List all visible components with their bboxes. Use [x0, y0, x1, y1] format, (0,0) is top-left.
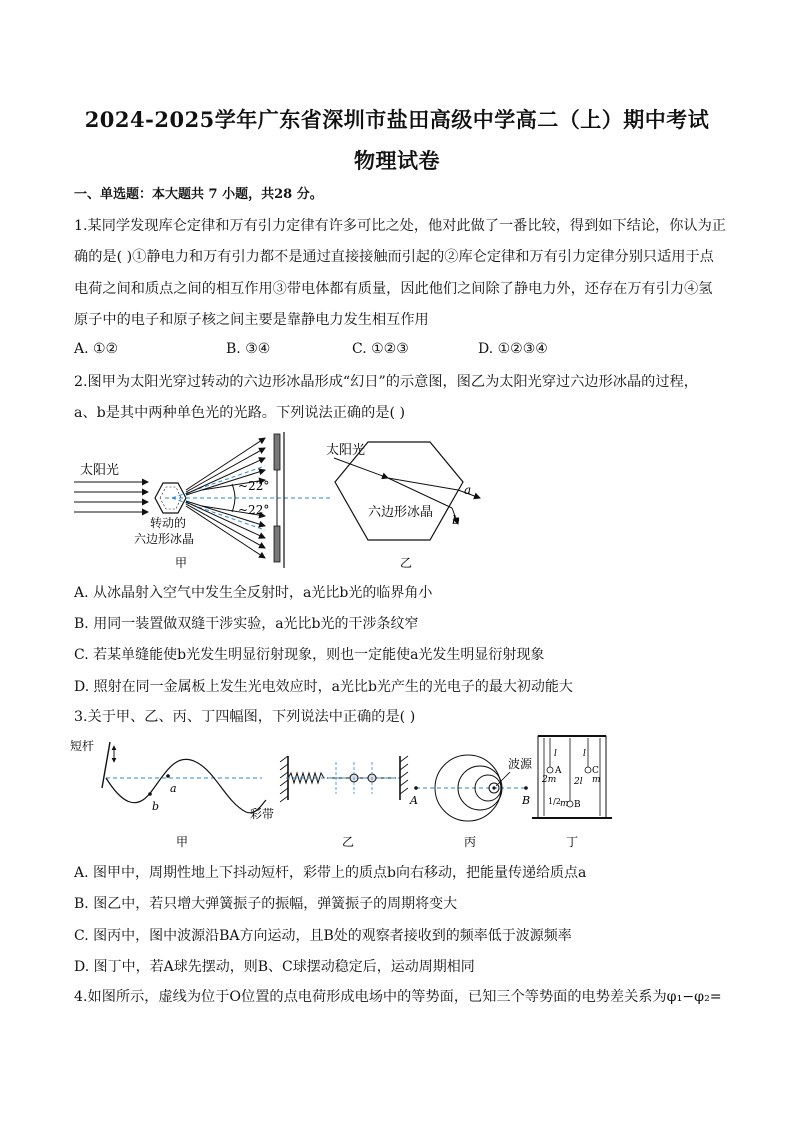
jia3-short-rod [102, 742, 110, 788]
q3-option-d: D. 图丁中，若A球先摆动，则B、C球摆动稳定后，运动周期相同 [74, 959, 475, 975]
ding-m-label: m [592, 775, 601, 785]
jia-angle-upper: ~22° [238, 479, 270, 493]
bing-wave-source [492, 786, 495, 789]
ding-ball-A [547, 767, 553, 773]
q3-option-b: B. 图乙中，若只增大弹簧振子的振幅，弹簧振子的周期将变大 [74, 896, 458, 912]
q1-option-b: B. ③④ [226, 341, 271, 357]
q2-figure [60, 428, 500, 574]
q1-line-4: 原子中的电子和原子核之间主要是靠静电力发生相互作用 [74, 312, 429, 328]
exam-subtitle: 物理试卷 [354, 148, 440, 173]
q2-option-d: D. 照射在同一金属板上发生光电效应时，a光比b光产生的光电子的最大初动能大 [74, 679, 573, 695]
q3-option-a: A. 图甲中，周期性地上下抖动短杆，彩带上的质点b向右移动，把能量传递给质点a [74, 865, 587, 881]
yi-sunlight-label: 太阳光 [326, 443, 366, 458]
q1-line-3: 电荷之间和质点之间的相互作用③带电体都有质量，因此他们之间除了静电力外，还存在万有引力④氢 [74, 281, 713, 297]
ding-m2-label: m [560, 799, 569, 809]
yi3-caption: 乙 [342, 835, 355, 849]
yi-caption: 乙 [400, 556, 413, 570]
exam-title: 2024-2025学年广东省深圳市盐田高级中学高二（上）期中考试 [84, 107, 710, 132]
q1-line-2: 确的是( )①静电力和万有引力都不是通过直接接触而引起的②库仑定律和万有引力定律分别只适用于点 [74, 249, 714, 265]
jia-sunlight-label: 太阳光 [80, 463, 120, 478]
q3-figure [66, 732, 618, 854]
ding-B-label: B [574, 800, 581, 810]
ding-ball-C [585, 767, 591, 773]
ding-caption: 丁 [566, 835, 579, 849]
ding-A-label: A [555, 766, 562, 776]
bing-point-B: B [522, 794, 531, 807]
q1-option-a: A. ①② [74, 341, 119, 357]
yi-crystal-label: 六边形冰晶 [368, 505, 434, 520]
jia3-ribbon [106, 759, 266, 812]
jia3-point-b: b [152, 800, 160, 813]
jia-caption: 甲 [175, 556, 188, 570]
jia3-rod-label: 短杆 [70, 739, 95, 753]
q1-option-d: D. ①②③④ [478, 341, 548, 357]
q2-option-b: B. 用同一装置做双缝干涉实验，a光比b光的干涉条纹窄 [74, 616, 419, 632]
q2-option-c: C. 若某单缝能使b光发生明显衍射现象，则也一定能使a光发生明显衍射现象 [74, 647, 545, 663]
jia-sunlight-arrows [74, 482, 148, 512]
section-heading: 一、单选题：本大题共 7 小题，共28 分。 [74, 187, 323, 202]
ding-C-label: C [592, 766, 599, 776]
q2-line-1: 2.图甲为太阳光穿过转动的六边形冰晶形成“幻日”的示意图，图乙为太阳光穿过六边形冰晶的过程， [74, 374, 698, 390]
q3-option-c: C. 图丙中，图中波源沿BA方向运动，且B处的观察者接收到的频率低于波源频率 [74, 928, 572, 944]
yi-ray-a-label: a [464, 483, 472, 497]
ding-l-A: l [554, 749, 557, 759]
jia3-ribbon-label: 彩带 [250, 807, 275, 821]
bing-source-label: 波源 [508, 757, 533, 771]
ding-l-C: l [583, 749, 586, 759]
bing-point-A: A [410, 794, 418, 807]
q3-line-1: 3.关于甲、乙、丙、丁四幅图，下列说法中正确的是( ) [74, 709, 416, 725]
q2-option-a: A. 从冰晶射入空气中发生全反射时，a光比b光的临界角小 [74, 585, 433, 601]
q2-line-2: a、b是其中两种单色光的光路。下列说法正确的是( ) [74, 405, 406, 421]
bing-caption: 丙 [464, 835, 477, 849]
jia3-point-a: a [170, 782, 177, 795]
ding-half-label: 1/2 [548, 797, 561, 806]
q1-line-1: 1.某同学发现库仑定律和万有引力定律有许多可比之处，他对此做了一番比较，得到如下结论，你认为正 [74, 218, 726, 234]
jia3-caption: 甲 [176, 835, 189, 849]
q1-option-c: C. ①②③ [352, 341, 409, 357]
ding-2m-label: 2m [542, 775, 557, 785]
jia-crystal-label-2: 六边形冰晶 [134, 532, 195, 546]
jia-crystal-label-1: 转动的 [150, 516, 187, 530]
ding-2l-label: 2l [574, 777, 583, 787]
jia-screen-upper [274, 434, 280, 470]
jia-screen-lower [274, 526, 280, 562]
jia-angle-lower: ~22° [238, 503, 270, 517]
q4-line-1: 4.如图所示，虚线为位于O位置的点电荷形成电场中的等势面，已知三个等势面的电势差关系为φ₁−φ₂= [74, 989, 722, 1005]
yi-ray-b-label: b [452, 513, 460, 527]
